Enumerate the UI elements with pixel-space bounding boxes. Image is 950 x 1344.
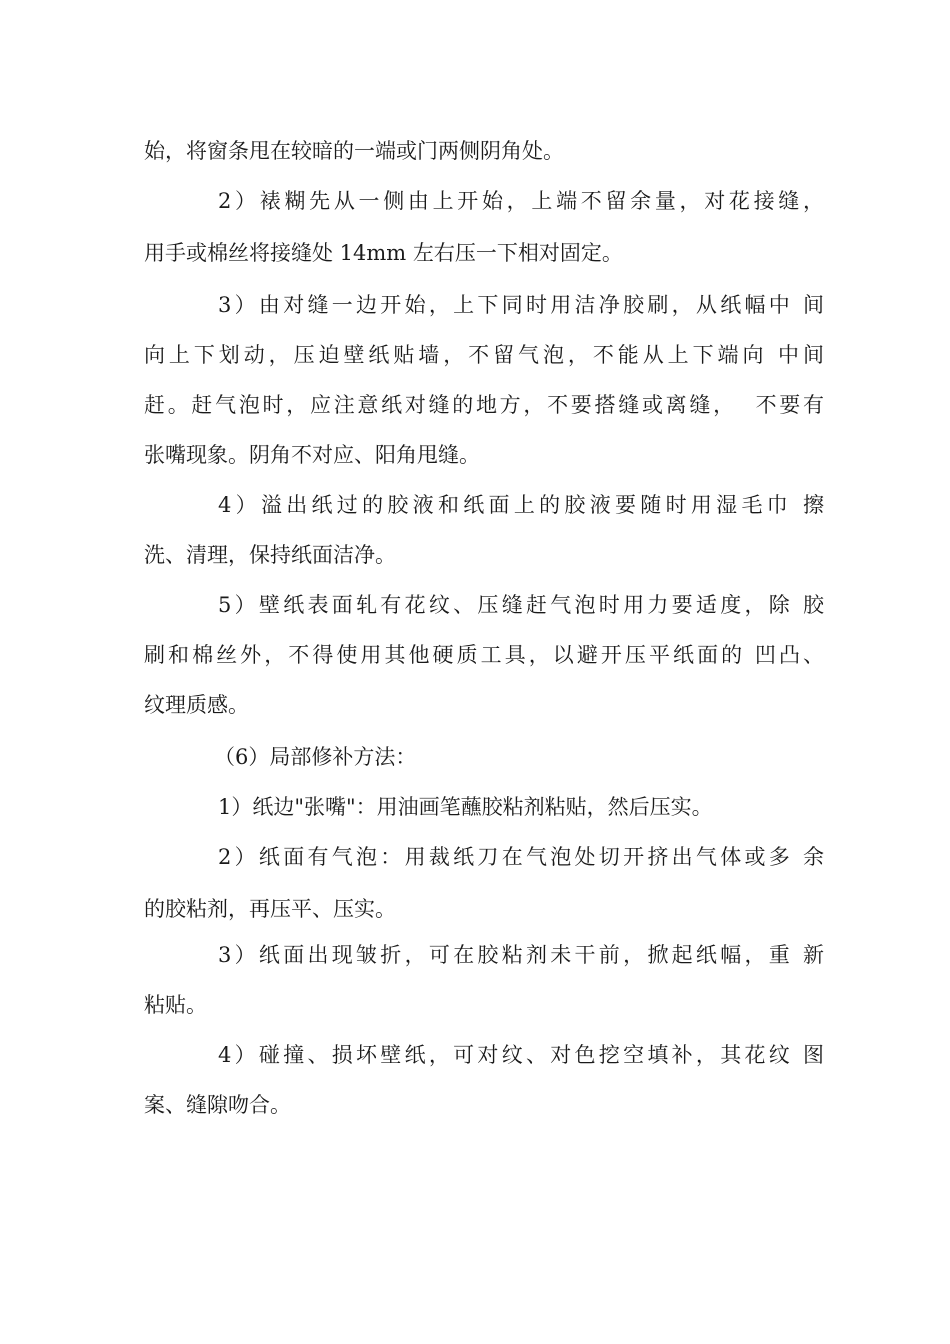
text-line-19: 4）碰撞、损坏壁纸，可对纹、对色挖空填补，其花纹 图 (218, 1043, 824, 1067)
text-line-16: 的胶粘剂，再压平、压实。 (144, 897, 396, 921)
section-heading: （6）局部修补方法： (214, 745, 417, 769)
text-line-3: 用手或棉丝将接缝处 14mm 左右压一下相对固定。 (144, 241, 623, 265)
text-line-1: 始，将窗条甩在较暗的一端或门两侧阴角处。 (144, 139, 564, 163)
text-line-4: 3）由对缝一边开始，上下同时用洁净胶刷，从纸幅中 间 (218, 293, 824, 317)
text-line-5: 向上下划动，压迫壁纸贴墙，不留气泡，不能从上下端向 中间 (144, 343, 824, 367)
text-line-12: 纹理质感。 (144, 693, 249, 717)
text-line-2: 2）裱糊先从一侧由上开始，上端不留余量，对花接缝， (218, 189, 824, 213)
text-line-18: 粘贴。 (144, 993, 207, 1017)
text-line-17: 3）纸面出现皱折，可在胶粘剂未干前，掀起纸幅，重 新 (218, 943, 824, 967)
text-line-7: 张嘴现象。阴角不对应、阳角甩缝。 (144, 443, 480, 467)
text-line-14: 1）纸边"张嘴"：用油画笔蘸胶粘剂粘贴，然后压实。 (218, 795, 713, 819)
text-line-6: 赶。赶气泡时，应注意纸对缝的地方，不要搭缝或离缝， 不要有 (144, 393, 824, 417)
text-line-9: 洗、清理，保持纸面洁净。 (144, 543, 396, 567)
text-line-20: 案、缝隙吻合。 (144, 1093, 291, 1117)
text-line-11: 刷和棉丝外，不得使用其他硬质工具，以避开压平纸面的 凹凸、 (144, 643, 824, 667)
text-line-8: 4）溢出纸过的胶液和纸面上的胶液要随时用湿毛巾 擦 (218, 493, 824, 517)
text-line-10: 5）壁纸表面轧有花纹、压缝赶气泡时用力要适度，除 胶 (218, 593, 824, 617)
text-line-15: 2）纸面有气泡：用裁纸刀在气泡处切开挤出气体或多 余 (218, 845, 824, 869)
